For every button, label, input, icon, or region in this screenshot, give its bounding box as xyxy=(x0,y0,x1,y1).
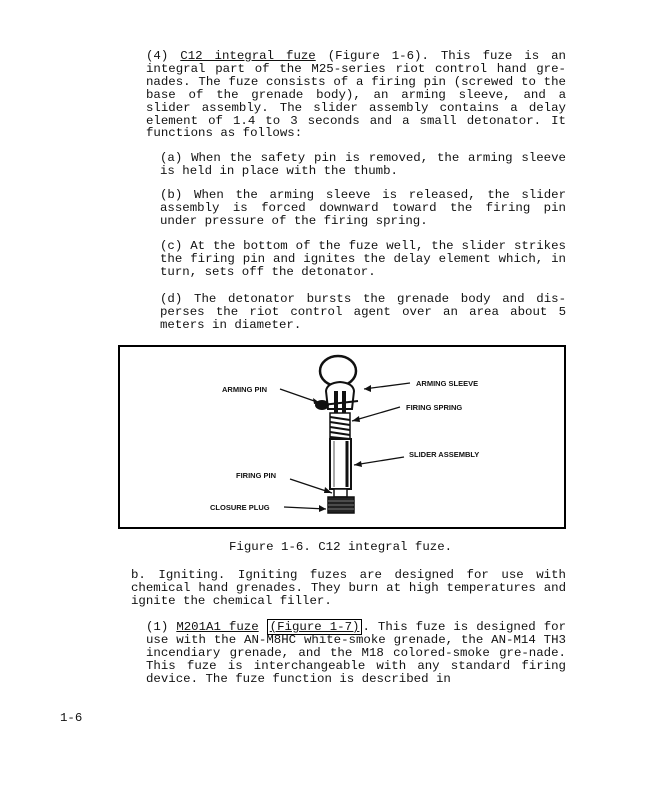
label-closure-plug: CLOSURE PLUG xyxy=(210,503,270,512)
paragraph-number: (4) xyxy=(146,49,169,63)
paragraph-text: . This fuze is designed for use with the AN-M8HC white-smoke grenade, the AN-M14 TH3 incendiary grenade, and the M18 colored-smoke gre-nade. This fuze is interchangeable with any standard firing device. The fuze function is described in xyxy=(146,620,567,686)
figure-caption: Figure 1-6. C12 integral fuze. xyxy=(229,540,453,554)
slider-assembly-shape xyxy=(330,439,351,489)
c12-fuze-heading: C12 integral fuze xyxy=(180,49,316,63)
m201a1-fuze-heading: M201A1 fuze xyxy=(176,620,259,634)
label-firing-spring: FIRING SPRING xyxy=(406,403,463,412)
fuze-illustration xyxy=(120,347,564,527)
figure-1-7-link[interactable]: (Figure 1-7) xyxy=(267,619,363,635)
paragraph-text: (Figure 1-6). This fuze is an integral part of the M25-series riot control hand gre-nades. The fuze consists of a firing pin (screwed to the base of the grenade body), an arming sleeve, and a slider assembly. The slider assembly contains a delay element of 1.4 to 3 seconds and a small detonator. It functions as follows: xyxy=(146,49,566,141)
figure-c12-fuze xyxy=(118,345,566,529)
label-slider-assembly: SLIDER ASSEMBLY xyxy=(409,450,480,459)
step-a: (a) When the safety pin is removed, the arming sleeve is held in place with the thumb. xyxy=(160,151,566,178)
paragraph-m201a1-fuze xyxy=(146,621,566,686)
slider-assembly-leader xyxy=(354,457,404,465)
closure-plug-shape xyxy=(328,497,354,513)
label-arming-pin: ARMING PIN xyxy=(222,385,267,394)
step-b: (b) When the arming sleeve is released, the slider assembly is forced downward toward the firing pin under pressure of the firing spring. xyxy=(160,188,566,228)
step-d: (d) The detonator bursts the grenade body and dis-perses the riot control agent over an area about 5 meters in diameter. xyxy=(160,292,566,332)
step-c: (c) At the bottom of the fuze well, the slider strikes the firing pin and ignites the delay element which, in turn, sets off the detonator. xyxy=(160,239,566,279)
label-firing-pin: FIRING PIN xyxy=(236,471,277,480)
page-number: 1-6 xyxy=(60,711,83,725)
paragraph-c12-fuze xyxy=(146,50,566,140)
paragraph-igniting: b. Igniting. Igniting fuzes are designed for use with chemical hand grenades. They burn at high temperatures and ignite the chemical filler. xyxy=(131,568,566,608)
firing-pin-shape xyxy=(334,489,347,497)
label-arming-sleeve: ARMING SLEEVE xyxy=(416,379,479,388)
paragraph-number: (1) xyxy=(146,620,169,634)
firing-spring-shape xyxy=(330,413,350,439)
